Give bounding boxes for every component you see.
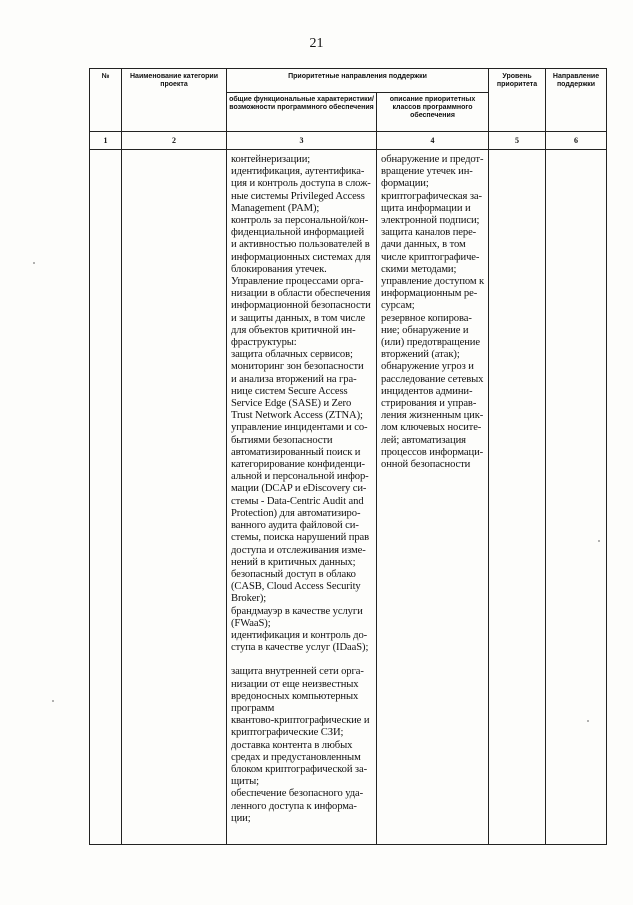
paragraph-gap — [231, 654, 373, 666]
functional-characteristics-text-1: контейнеризации; идентификация, аутентифика- ция и контроль доступа в слож- ные системы Privileged Access Management (PAM); контроль за персональной/кон- фиденциальной информацией и активностью пользователей в информационных системах для блокирования утечек. Управление процессами орга- низации в области обеспечения информационной безопасности и защиты данных, в том числе для объектов критичной ин- фраструктуры: защита облачных сервисов; мониторинг зон безопасности и анализа вторжений на гра- нице систем Secure Access Service Edge (SASE) и Zero Trust Network Access (ZTNA); управление инцидентами и со- бытиями безопасности автоматизированный поиск и категорирование конфиденци- альной и персональной инфор- мации (DCAP и eDiscovery си- стемы - Data-Centric Audit and Protection) для автоматизиро- ванного аудита файловой си- стемы, поиска нарушений прав доступа и отслеживания изме- нений в критичных данных; безопасный доступ в облако (CASB, Cloud Access Security Broker); брандмауэр в качестве услуги (FWaaS); идентификация и контроль до- ступа в качестве услуг (IDaaS); — [231, 154, 371, 654]
column-number-6: 6 — [546, 132, 607, 150]
cell-functional-characteristics — [227, 150, 377, 845]
header-priority-directions: Приоритетные направления поддержки — [227, 69, 489, 93]
header-functional-characteristics: общие функциональные характеристики/ возможности программного обеспечения — [227, 93, 377, 132]
cell-support-direction — [546, 150, 607, 845]
header-project-category: Наименование категории проекта — [122, 69, 227, 132]
scan-speck — [587, 720, 589, 722]
header-number: № — [90, 69, 122, 132]
software-classes-text: обнаружение и предот- вращение утечек ин- формации; криптографическая за- щита информации и электронной подписи; защита каналов пере- дачи данных, в том числе криптографиче- скими методами; управление доступом к информационным ре- сурсам; резервное копирова- ние; обнаружение и (или) предотвращение вторжений (атак); обнаружение угроз и расследование сетевых инцидентов админи- стрирования и управ- ления жизненным цик- лом ключевых носите- лей; автоматизация процессов информаци- онной безопасности — [381, 154, 485, 471]
header-software-classes: описание приоритетных классов программного обеспечения — [377, 93, 489, 132]
cell-priority-level — [489, 150, 546, 845]
page-number: 21 — [309, 36, 324, 51]
scan-speck — [52, 700, 54, 702]
cell-software-classes — [377, 150, 489, 845]
header-support-direction: Направление поддержки — [546, 69, 607, 132]
column-number-4: 4 — [377, 132, 489, 150]
column-number-2: 2 — [122, 132, 227, 150]
functional-characteristics-text-2: защита внутренней сети орга- низации от еще неизвестных вредоносных компьютерных программ квантово-криптографические и криптографические СЗИ; доставка контента в любых средах и предустановленным блоком криптографической за- щиты; обеспечение безопасного уда- ленного доступа к информа- ции; — [231, 666, 370, 824]
cell-project-category — [122, 150, 227, 845]
header-priority-level: Уровень приоритета — [489, 69, 546, 132]
priority-table — [89, 68, 607, 845]
cell-number — [90, 150, 122, 845]
column-number-1: 1 — [90, 132, 122, 150]
column-number-5: 5 — [489, 132, 546, 150]
column-number-3: 3 — [227, 132, 377, 150]
scan-speck — [33, 262, 35, 264]
scan-speck — [598, 540, 600, 542]
